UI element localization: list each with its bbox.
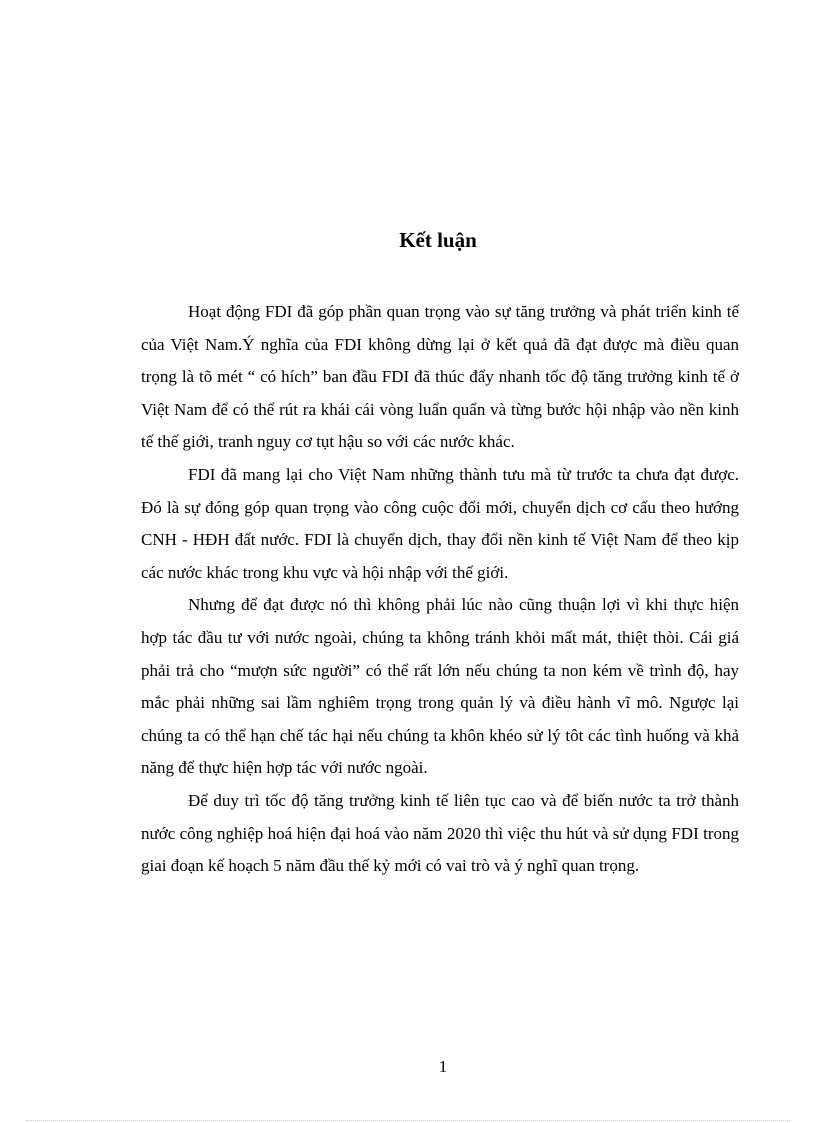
document-body: [141, 296, 739, 883]
paragraph-2: FDI đã mang lại cho Việt Nam những thành tưu mà từ trước ta chưa đạt được. Đó là sự đóng góp quan trọng vào công cuộc đổi mới, chuyển dịch cơ cấu theo hướng CNH - HĐH đất nước. FDI là chuyển dịch, thay đổi nền kinh tế Việt Nam để theo kịp các nước khác trong khu vực và hội nhập với thế giới.: [141, 464, 739, 582]
page-title: Kết luận: [399, 228, 477, 252]
paragraph-3: Nhưng để đạt được nó thì không phải lúc nào cũng thuận lợi vì khi thực hiện hợp tác đầu tư với nước ngoài, chúng ta không tránh khỏi mất mát, thiệt thòi. Cái giá phải trả cho “mượn sức người” có thể rất lớn nếu chúng ta non kém về trình độ, hay mắc phải những sai lầm nghiêm trọng trong quản lý và điều hành vĩ mô. Ngược lại chúng ta có thể hạn chế tác hại nếu chúng ta khôn khéo sử lý tôt các tình huống và khả năng để thực hiện hợp tác với nước ngoài.: [141, 595, 739, 778]
paragraph-4: Để duy trì tốc độ tăng trưởng kinh tế liên tục cao và để biến nước ta trở thành nước công nghiệp hoá hiện đại hoá vào năm 2020 thì việc thu hút và sử dụng FDI trong giai đoạn kế hoạch 5 năm đầu thế kỷ mới có vai trò và ý nghĩ quan trọng.: [141, 790, 739, 876]
paragraph-1: Hoạt động FDI đã góp phần quan trọng vào sự tăng trưởng và phát triển kinh tế của Việt Nam.Ý nghĩa của FDI không dừng lại ở kết quả đã đạt được mà điều quan trọng là tõ mét “ có hích” ban đầu FDI đã thúc đẩy nhanh tốc độ tăng trưởng kinh tế ở Việt Nam để có thể rút ra khái cái vòng luẩn quẩn và từng bước hội nhập vào nền kinh tế thế giới, tranh nguy cơ tụt hậu so với các nước khác.: [141, 302, 739, 452]
page-bottom-divider: [26, 1120, 790, 1121]
page-number: 1: [438, 1057, 448, 1076]
